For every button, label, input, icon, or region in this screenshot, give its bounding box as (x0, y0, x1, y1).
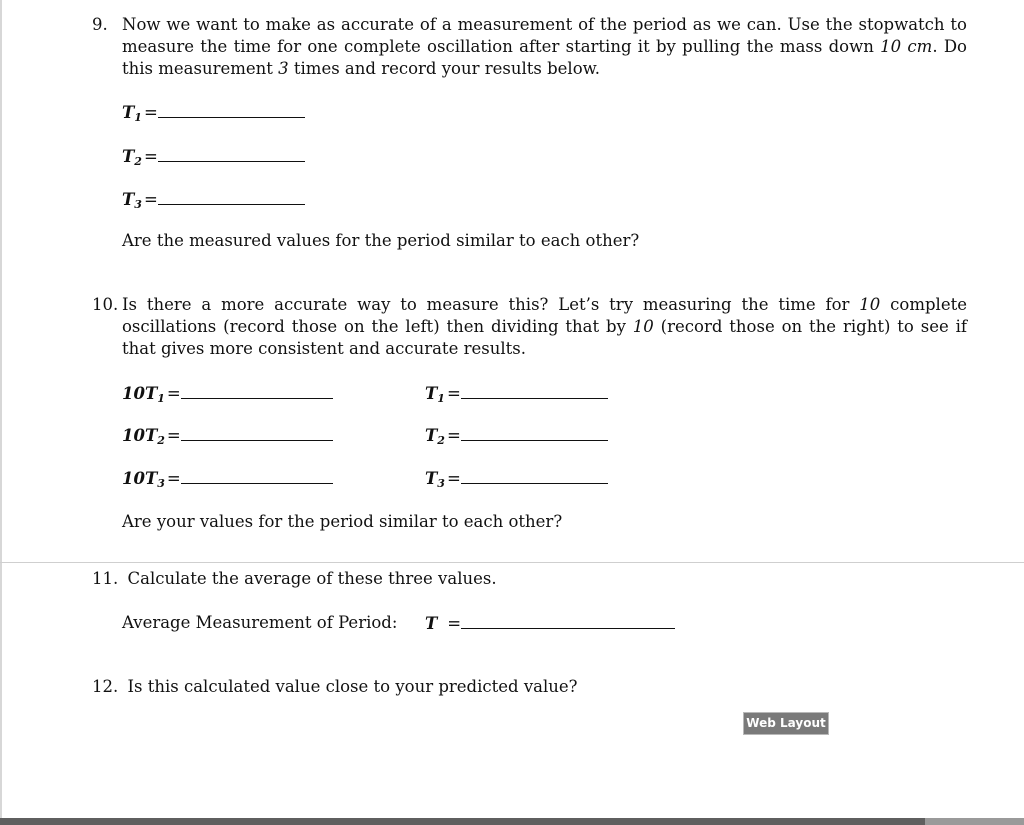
question-12-number: 12. (92, 677, 119, 696)
question-9-number: 9. (92, 15, 108, 34)
q10-answer-t3: $T_3$ = (425, 467, 608, 495)
q10-answer-t1: $T_1$ = (425, 382, 608, 410)
average-answer: T = (425, 612, 675, 635)
web-layout-button[interactable]: Web Layout (743, 712, 829, 735)
answer-blank[interactable] (158, 145, 305, 162)
q10-answer-10t2: $10T_2$ = (122, 424, 333, 452)
answer-blank[interactable] (181, 424, 333, 441)
scrollbar-track[interactable] (925, 818, 1024, 825)
q9-answer-t3: $T_3$ = (122, 188, 305, 216)
answer-blank[interactable] (461, 382, 608, 399)
q10-answer-t2: $T_2$ = (425, 424, 608, 452)
q9-answer-t2: $T_2$ = (122, 145, 305, 173)
question-11-number: 11. (92, 569, 119, 588)
page-edge (0, 0, 2, 825)
question-12 (92, 676, 578, 698)
question-10-number: 10. (92, 295, 119, 314)
window-bottom-bar (0, 818, 1024, 825)
question-12-text: Is this calculated value close to your predicted value? (127, 677, 578, 696)
answer-blank[interactable] (461, 467, 608, 484)
question-9-text: Now we want to make as accurate of a measurement of the period as we can. Use the stopwatch to measure the time for one complete oscillation after starting it by pulling the mass down 10 cm. Do this measurement 3 times and record your results below. (122, 15, 967, 78)
answer-blank[interactable] (461, 424, 608, 441)
page-break (0, 562, 1024, 563)
answer-blank[interactable] (461, 612, 675, 629)
answer-blank[interactable] (158, 101, 305, 118)
answer-blank[interactable] (181, 382, 333, 399)
q10-answer-10t3: $10T_3$ = (122, 467, 333, 495)
q10-followup: Are your values for the period similar to each other? (122, 512, 563, 531)
question-11-text: Calculate the average of these three values. (127, 569, 497, 588)
q9-answer-t1: $T_1$ = (122, 101, 305, 129)
answer-blank[interactable] (181, 467, 333, 484)
q9-followup: Are the measured values for the period similar to each other? (122, 231, 640, 250)
question-11 (92, 568, 497, 590)
question-10-text: Is there a more accurate way to measure this? Let’s try measuring the time for 10 complete oscillations (record those on the left) then dividing that by 10 (record those on the right) to see if that gives more consistent and accurate results. (122, 295, 967, 358)
q10-answer-10t1: $10T_1$ = (122, 382, 333, 410)
average-label: Average Measurement of Period: (122, 613, 398, 632)
answer-blank[interactable] (158, 188, 305, 205)
